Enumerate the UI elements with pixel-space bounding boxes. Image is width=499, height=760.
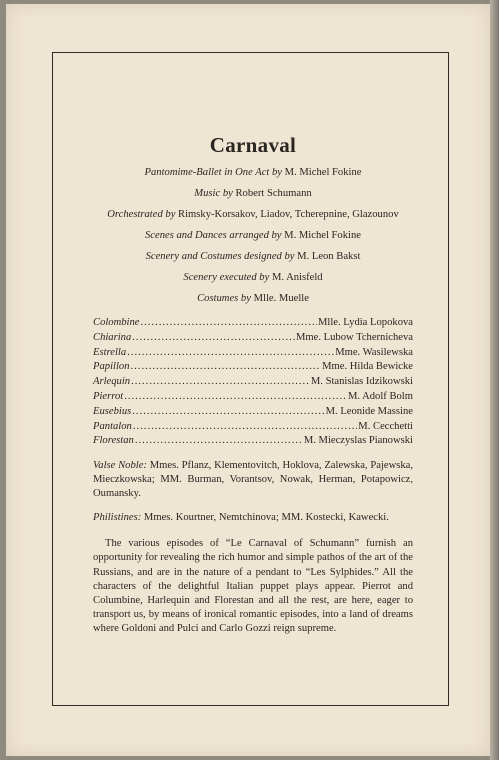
credit-label: Scenery and Costumes designed by — [145, 251, 295, 262]
credit-label: Costumes by — [197, 293, 251, 304]
cast-performer: Mme. Hilda Bewicke — [322, 361, 413, 373]
valse-noble-text: Mmes. Pflanz, Klementovitch, Hoklova, Zalewska, Pajewska, Mieczkowska; MM. Burman, Vorantsov, Nowak, Herman, Potapowicz, Oumansky. — [93, 460, 413, 500]
credit-name: M. Michel Fokine — [284, 167, 362, 178]
cast-row — [93, 420, 413, 435]
cast-list — [93, 316, 413, 449]
cast-row — [93, 360, 413, 375]
credit-line — [93, 292, 413, 306]
credit-name: Mlle. Muelle — [253, 293, 309, 304]
cast-performer: Mme. Wasilewska — [335, 346, 413, 358]
cast-role: Florestan — [93, 435, 134, 447]
cast-performer: M. Adolf Bolm — [347, 390, 413, 402]
credit-label: Orchestrated by — [107, 209, 176, 220]
cast-performer: Mlle. Lydia Lopokova — [317, 317, 413, 328]
credit-name: Rimsky-Korsakov, Liadov, Tcherepnine, Glazounov — [178, 209, 399, 220]
philistines-label: Philistines: — [93, 512, 142, 524]
credit-label: Pantomime-Ballet in One Act by — [144, 167, 283, 178]
cast-performer: M. Leonide Massine — [325, 405, 413, 417]
leader-dots — [141, 316, 317, 330]
credit-name: Robert Schumann — [235, 188, 312, 199]
cast-performer: M. Mieczyslas Pianowski — [303, 435, 413, 447]
leader-dots — [132, 331, 295, 345]
credit-label: Music by — [194, 188, 233, 199]
cast-row — [93, 346, 413, 361]
philistines-text: Mmes. Kourtner, Nemtchinova; MM. Kostecki, Kawecki. — [143, 512, 389, 524]
credit-label: Scenes and Dances arranged by — [145, 230, 282, 241]
credit-line — [93, 229, 413, 243]
description-paragraph: The various episodes of “Le Carnaval of Schumann” furnish an opportunity for revealing the rich humor and simple pathos of the art of the Russians, and are in the nature of a pendant to “Les Sylphides.” All the characters of the delightful Italian puppet plays appear. Pierrot and Columbine, Harlequin and Florestan and all the rest, are here, eager to transport us, by means of ironical romantic episodes, into a land of dreams where Goldoni and Pulci and Carlo Gozzi reign supreme. — [93, 538, 413, 635]
cast-performer: Mme. Lubow Tchernicheva — [295, 331, 413, 343]
cast-performer: M. Stanislas Idzikowski — [310, 376, 413, 388]
credit-line — [93, 250, 413, 264]
cast-row — [93, 405, 413, 420]
credit-line — [93, 271, 413, 285]
cast-role: Eusebius — [93, 405, 132, 417]
cast-performer: M. Cecchetti — [358, 420, 413, 432]
cast-row — [93, 375, 413, 390]
leader-dots — [131, 375, 310, 389]
cast-role: Chiarina — [93, 331, 132, 343]
valse-noble-label: Valse Noble: — [93, 460, 147, 472]
cast-role: Pantalon — [93, 420, 132, 432]
cast-role: Colombine — [93, 317, 140, 328]
leader-dots — [133, 420, 357, 434]
cast-role: Pierrot — [93, 390, 124, 402]
cast-role: Estrella — [93, 346, 127, 358]
philistines-paragraph — [93, 511, 413, 525]
credit-line — [93, 208, 413, 222]
cast-row — [93, 390, 413, 405]
leader-dots — [135, 434, 303, 448]
cast-role: Arlequin — [93, 376, 131, 388]
cast-row — [93, 316, 413, 331]
credit-name: M. Anisfeld — [271, 272, 323, 283]
credit-label: Scenery executed by — [183, 272, 270, 283]
cast-row — [93, 331, 413, 346]
cast-role: Papillon — [93, 361, 130, 373]
cast-row — [93, 434, 413, 449]
program-content — [93, 132, 413, 637]
credit-name: M. Michel Fokine — [284, 230, 361, 241]
credit-line — [93, 166, 413, 180]
leader-dots — [127, 346, 334, 360]
credit-name: M. Leon Bakst — [297, 251, 361, 262]
leader-dots — [124, 390, 347, 404]
program-page — [6, 4, 490, 756]
ballet-title: Carnaval — [209, 133, 297, 157]
leader-dots — [132, 405, 324, 419]
valse-noble-paragraph — [93, 459, 413, 501]
binding-edge — [490, 0, 499, 760]
leader-dots — [131, 360, 322, 374]
credit-line — [93, 187, 413, 201]
